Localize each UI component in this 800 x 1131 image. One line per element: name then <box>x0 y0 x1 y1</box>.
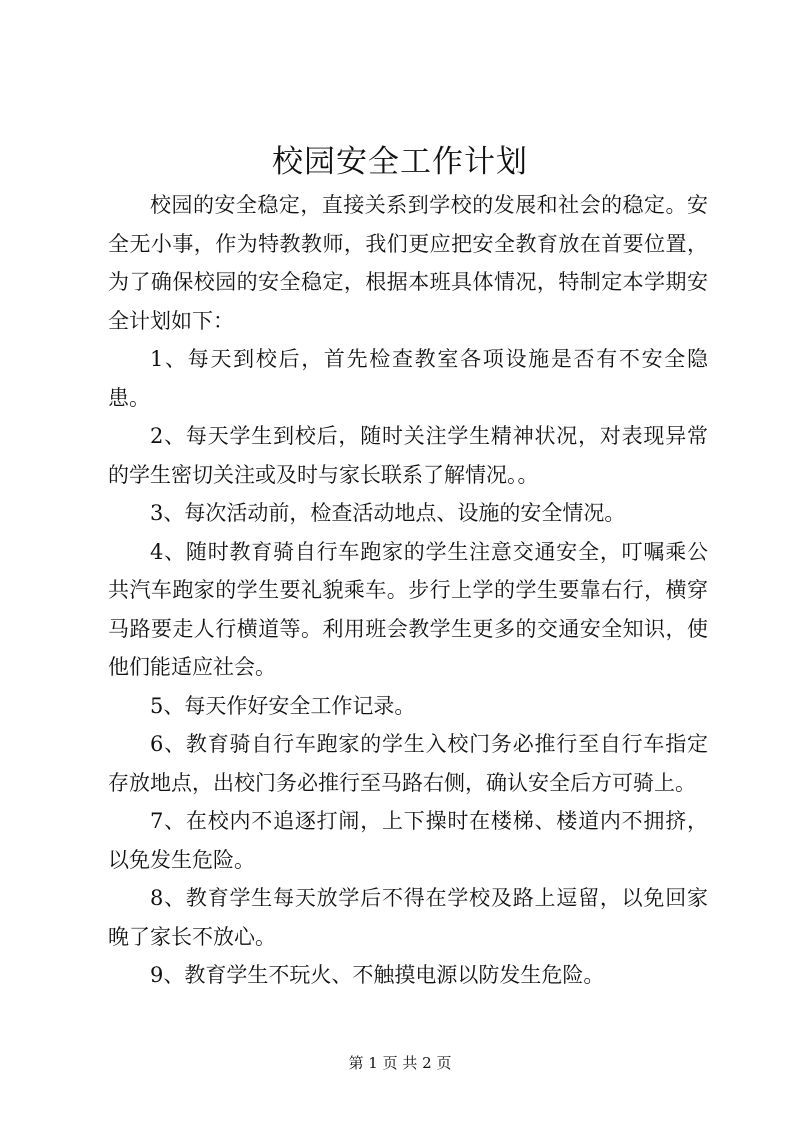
intro-paragraph: 校园的安全稳定，直接关系到学校的发展和社会的稳定。安全无小事，作为特教教师，我们更应把安全教育放在首要位置，为了确保校园的安全稳定，根据本班具体情况，特制定本学期安全计划如下： <box>108 193 708 333</box>
item-paragraph-8: 8、教育学生每天放学后不得在学校及路上逗留，以免回家晚了家长不放心。 <box>108 886 708 949</box>
document-body <box>108 186 708 995</box>
item-paragraph-2: 2、每天学生到校后，随时关注学生精神状况，对表现异常的学生密切关注或及时与家长联系了解情况。。 <box>108 424 708 487</box>
item-paragraph-4: 4、随时教育骑自行车跑家的学生注意交通安全，叮嘱乘公共汽车跑家的学生要礼貌乘车。步行上学的学生要靠右行，横穿马路要走人行横道等。利用班会教学生更多的交通安全知识，使他们能适应社会。 <box>108 539 708 679</box>
item-paragraph-5: 5、每天作好安全工作记录。 <box>150 693 416 718</box>
item-paragraph-7: 7、在校内不追逐打闹，上下操时在楼梯、楼道内不拥挤，以免发生危险。 <box>108 809 708 872</box>
item-paragraph-1: 1、每天到校后，首先检查教室各项设施是否有不安全隐患。 <box>108 347 708 410</box>
item-paragraph-9: 9、教育学生不玩火、不触摸电源以防发生危险。 <box>150 963 605 987</box>
page-number-footer: 第 1 页 共 2 页 <box>348 1054 452 1072</box>
item-paragraph-6: 6、教育骑自行车跑家的学生入校门务必推行至自行车指定存放地点，出校门务必推行至马路右侧，确认安全后方可骑上。 <box>108 732 708 795</box>
item-paragraph-3: 3、每次活动前，检查活动地点、设施的安全情况。 <box>150 501 626 525</box>
document-title: 校园安全工作计划 <box>272 144 528 180</box>
